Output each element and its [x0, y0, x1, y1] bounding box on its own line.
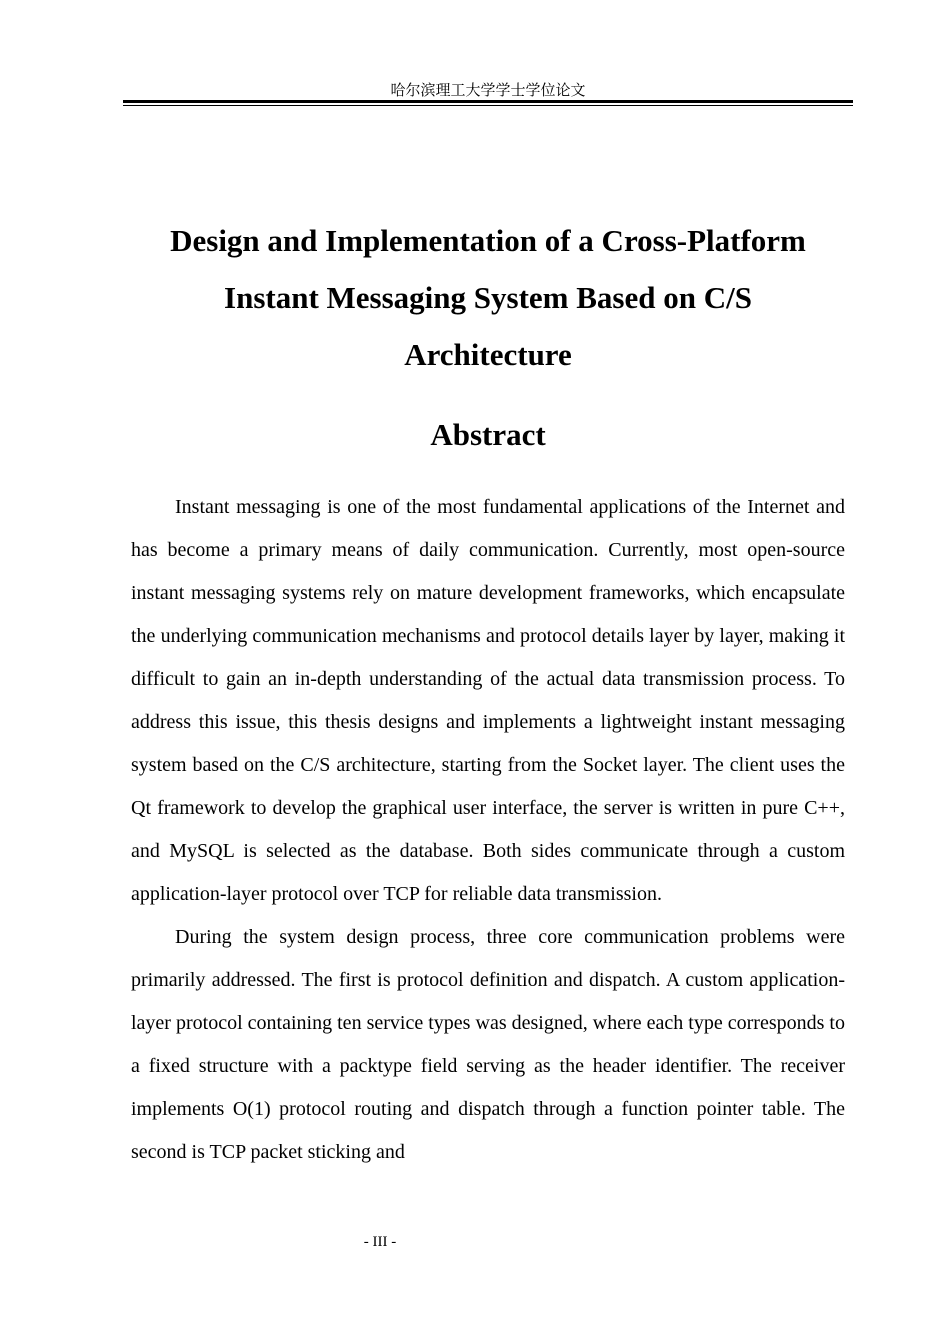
page-number: - III -	[363, 1234, 397, 1250]
title-line: Architecture	[404, 337, 572, 372]
abstract-paragraph: Instant messaging is one of the most fundamental applications of the Internet and has become a primary means of daily communication. Currently, most open-source instant messaging systems rely on mature development frameworks, which encapsulate the underlying communication mechanisms and protocol details layer by layer, making it difficult to gain an in-depth understanding of the actual data transmission process. To address this issue, this thesis designs and implements a lightweight instant messaging system based on the C/S architecture, starting from the Socket layer. The client uses the Qt framework to develop the graphical user interface, the server is written in pure C++, and MySQL is selected as the database. Both sides communicate through a custom application-layer protocol over TCP for reliable data transmission.	[131, 496, 845, 905]
header-rule	[123, 100, 853, 103]
title-line: Design and Implementation of a Cross-Platform	[170, 223, 806, 258]
abstract-heading: Abstract	[430, 417, 546, 452]
header-rule-thin	[123, 105, 853, 106]
abstract-paragraph: During the system design process, three core communication problems were primarily addressed. The first is protocol definition and dispatch. A custom application-layer protocol containing ten service types was designed, where each type corresponds to a fixed structure with a packtype field serving as the header identifier. The receiver implements O(1) protocol routing and dispatch through a function pointer table. The second is TCP packet sticking and	[131, 926, 845, 1163]
abstract-body	[131, 486, 845, 1174]
thesis-title	[131, 212, 845, 383]
running-header: 哈尔滨理工大学学士学位论文	[390, 81, 586, 99]
title-line: Instant Messaging System Based on C/S	[224, 280, 752, 315]
